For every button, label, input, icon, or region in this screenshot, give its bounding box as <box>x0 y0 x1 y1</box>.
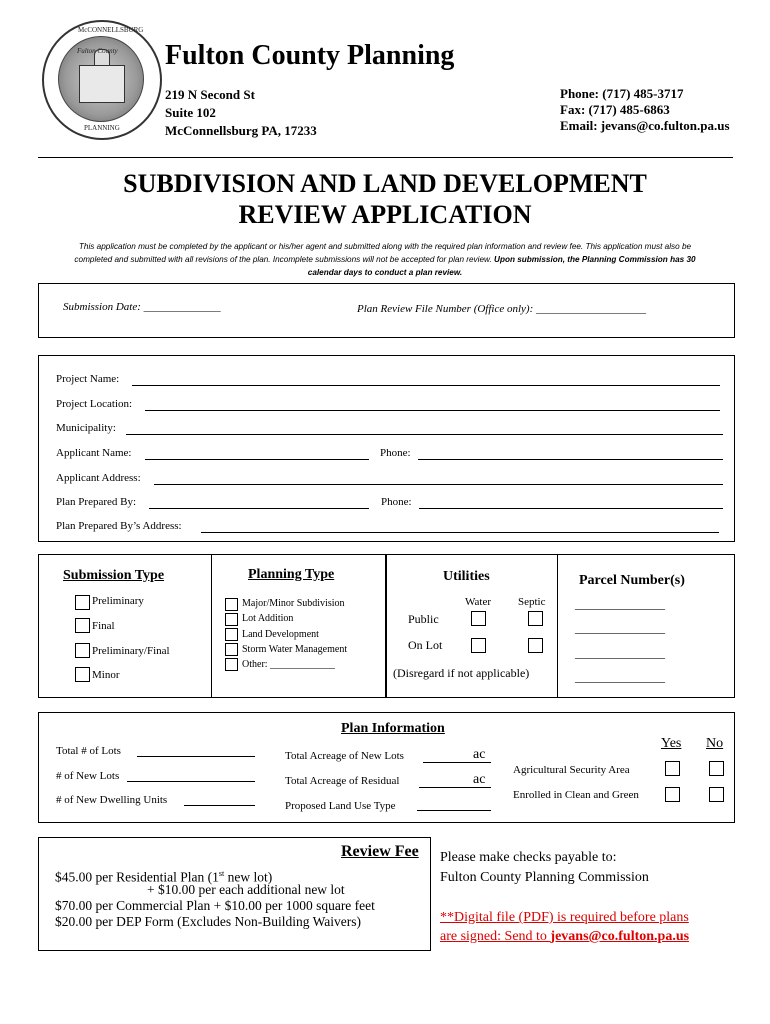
address-line-1: 219 N Second St <box>165 87 255 102</box>
acreage-new-unit: ac <box>473 747 486 762</box>
fee-residential-text: $45.00 per Residential Plan (1 <box>55 869 219 885</box>
municipality-label: Municipality: <box>56 422 116 434</box>
seal-emblem <box>58 36 144 122</box>
minor-label: Minor <box>92 669 120 681</box>
address-line-3: McConnellsburg PA, 17233 <box>165 123 317 138</box>
land-development-label: Land Development <box>242 629 319 640</box>
digital-line-2 <box>440 927 689 946</box>
applicant-address-field[interactable] <box>154 484 723 485</box>
acreage-residual-label: Total Acreage of Residual <box>285 775 400 787</box>
project-location-field[interactable] <box>145 410 720 411</box>
lot-addition-checkbox[interactable] <box>225 613 238 626</box>
ag-security-yes-checkbox[interactable] <box>665 761 680 776</box>
public-row-label: Public <box>408 612 439 626</box>
utilities-note: (Disregard if not applicable) <box>393 666 530 680</box>
applicant-address-label: Applicant Address: <box>56 472 141 484</box>
final-checkbox[interactable] <box>75 618 90 633</box>
org-contact <box>560 86 730 134</box>
acreage-new-label: Total Acreage of New Lots <box>285 750 404 762</box>
subdivision-checkbox[interactable] <box>225 598 238 611</box>
public-water-checkbox[interactable] <box>471 611 486 626</box>
org-name: Fulton County Planning <box>165 40 455 71</box>
title-line-2: REVIEW APPLICATION <box>238 200 532 229</box>
parcel-field-4[interactable]: _______________ <box>575 670 665 684</box>
preparer-phone-label: Phone: <box>381 496 412 508</box>
final-label: Final <box>92 620 115 632</box>
intro-bold: Upon submission, the Planning Commission has 30 calendar days to conduct a plan review. <box>307 255 696 277</box>
title-line-1: SUBDIVISION AND LAND DEVELOPMENT <box>123 169 647 198</box>
submission-type-heading: Submission Type <box>63 568 165 583</box>
utilities-heading: Utilities <box>443 569 490 584</box>
plan-prepared-by-field[interactable] <box>149 508 369 509</box>
review-fee-box <box>38 837 431 951</box>
storm-water-label: Storm Water Management <box>242 644 348 655</box>
applicant-name-label: Applicant Name: <box>56 447 132 459</box>
digital-file-notice <box>440 908 689 946</box>
new-dwelling-label: # of New Dwelling Units <box>56 794 168 806</box>
plan-info-box <box>38 712 735 823</box>
contact-fax: Fax: (717) 485-6863 <box>560 102 670 117</box>
preliminary-final-label: Preliminary/Final <box>92 645 170 657</box>
header-divider <box>38 157 733 158</box>
plan-prepared-by-label: Plan Prepared By: <box>56 496 137 508</box>
new-lots-label: # of New Lots <box>56 770 120 782</box>
acreage-residual-unit: ac <box>473 772 486 787</box>
org-address <box>165 86 317 140</box>
parcel-heading: Parcel Number(s) <box>579 573 685 588</box>
digital-line-1: **Digital file (PDF) is required before plans <box>440 910 689 925</box>
preparer-phone-field[interactable] <box>419 508 723 509</box>
other-checkbox[interactable] <box>225 658 238 671</box>
review-fee-heading: Review Fee <box>341 843 419 860</box>
septic-column-label: Septic <box>518 596 546 608</box>
fee-dep-form: $20.00 per DEP Form (Excludes Non-Building Waivers) <box>55 914 361 929</box>
public-septic-checkbox[interactable] <box>528 611 543 626</box>
seal-top-text: McCONNELLSBURG <box>78 26 144 34</box>
applicant-phone-label: Phone: <box>380 447 411 459</box>
planning-type-heading: Planning Type <box>248 567 335 582</box>
form-title <box>0 168 770 230</box>
preparer-address-field[interactable] <box>201 532 719 533</box>
parcel-field-3[interactable]: _______________ <box>575 646 665 660</box>
municipality-field[interactable] <box>126 434 723 435</box>
preliminary-final-checkbox[interactable] <box>75 643 90 658</box>
payable-note <box>440 848 649 888</box>
seal-center-text: Fulton County <box>77 47 118 55</box>
applicant-phone-field[interactable] <box>418 459 723 460</box>
onlot-septic-checkbox[interactable] <box>528 638 543 653</box>
proposed-use-field[interactable] <box>417 810 491 811</box>
project-info-box <box>38 355 735 542</box>
fee-commercial: $70.00 per Commercial Plan + $10.00 per 1000 square feet <box>55 898 375 913</box>
payable-line-2: Fulton County Planning Commission <box>440 870 649 885</box>
county-seal-logo <box>42 20 162 140</box>
preliminary-label: Preliminary <box>92 595 144 607</box>
file-number-field[interactable]: Plan Review File Number (Office only): ____________________ <box>357 303 646 315</box>
preliminary-checkbox[interactable] <box>75 595 90 610</box>
total-lots-field[interactable] <box>137 756 255 757</box>
project-name-field[interactable] <box>132 385 720 386</box>
no-column-label: No <box>706 736 724 751</box>
parcel-field-2[interactable]: _______________ <box>575 621 665 635</box>
land-development-checkbox[interactable] <box>225 628 238 641</box>
types-box <box>38 554 735 698</box>
address-line-2: Suite 102 <box>165 105 216 120</box>
subdivision-label: Major/Minor Subdivision <box>242 598 345 609</box>
contact-phone: Phone: (717) 485-3717 <box>560 86 684 101</box>
fee-residential-end: new lot) <box>224 869 273 885</box>
preparer-address-label: Plan Prepared By’s Address: <box>56 520 182 532</box>
water-column-label: Water <box>465 596 491 608</box>
storm-water-checkbox[interactable] <box>225 643 238 656</box>
project-location-label: Project Location: <box>56 398 133 410</box>
digital-email-link[interactable]: jevans@co.fulton.pa.us <box>550 929 690 944</box>
new-dwelling-field[interactable] <box>184 805 255 806</box>
submission-box <box>38 283 735 338</box>
seal-bottom-text: PLANNING <box>84 124 120 132</box>
intro-body: This application must be completed by the applicant or his/her agent and submitted along with the required plan information and review fee. This application must also be completed and submitted with all revisions of the plan. Incomplete submissions will not be accepted for plan review. <box>74 242 692 264</box>
fee-residential-sup: st <box>218 869 225 878</box>
project-name-label: Project Name: <box>56 373 120 385</box>
contact-email: Email: jevans@co.fulton.pa.us <box>560 118 730 133</box>
intro-text <box>68 240 702 279</box>
digital-line-2-text: are signed: Send to <box>440 929 551 944</box>
other-label: Other: _____________ <box>242 659 336 670</box>
clean-green-label: Enrolled in Clean and Green <box>513 789 639 801</box>
onlot-water-checkbox[interactable] <box>471 638 486 653</box>
applicant-name-field[interactable] <box>145 459 369 460</box>
fee-additional-lot: + $10.00 per each additional new lot <box>147 882 345 897</box>
clean-green-yes-checkbox[interactable] <box>665 787 680 802</box>
plan-info-heading: Plan Information <box>341 721 445 736</box>
lot-addition-label: Lot Addition <box>242 613 294 624</box>
payable-line-1: Please make checks payable to: <box>440 850 617 865</box>
yes-column-label: Yes <box>661 736 682 751</box>
ag-security-no-checkbox[interactable] <box>709 761 724 776</box>
minor-checkbox[interactable] <box>75 667 90 682</box>
onlot-row-label: On Lot <box>408 638 443 652</box>
clean-green-no-checkbox[interactable] <box>709 787 724 802</box>
seal-courthouse <box>79 65 125 103</box>
ag-security-label: Agricultural Security Area <box>513 764 630 776</box>
parcel-field-1[interactable]: _______________ <box>575 597 665 611</box>
new-lots-field[interactable] <box>127 781 255 782</box>
proposed-use-label: Proposed Land Use Type <box>285 800 396 812</box>
total-lots-label: Total # of Lots <box>56 745 121 757</box>
submission-date-field[interactable]: Submission Date: ______________ <box>63 301 221 313</box>
